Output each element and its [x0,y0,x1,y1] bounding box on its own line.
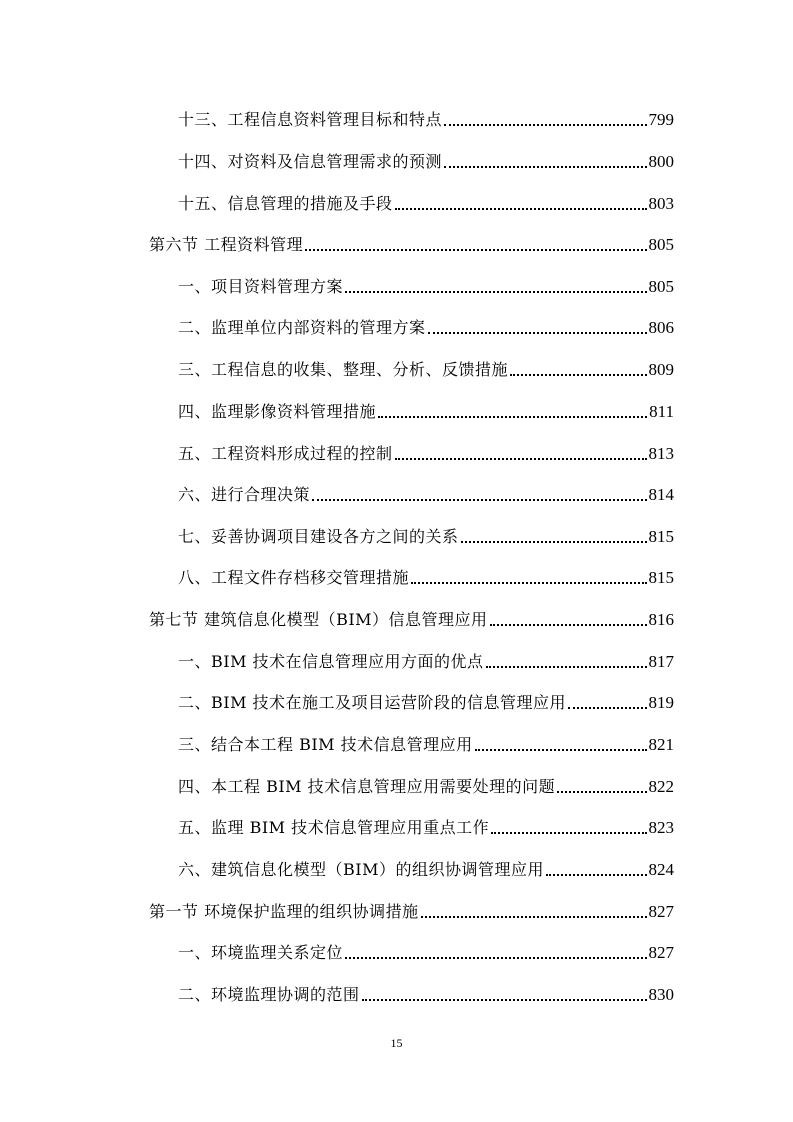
toc-entry[interactable] [178,479,674,505]
toc-entry-page: 799 [648,110,674,129]
dot-leader [568,707,646,709]
toc-entry[interactable] [178,396,674,422]
toc-entry[interactable] [178,979,674,1005]
dot-leader [510,374,646,376]
toc-section-entry[interactable] [149,604,674,630]
toc-entry-page: 815 [648,527,674,546]
toc-entry-title: 八、工程文件存档移交管理措施 [178,568,410,587]
toc-entry-page: 819 [648,693,674,712]
toc-entry-title: 四、监理影像资料管理措施 [178,402,377,421]
toc-entry-title: 二、监理单位内部资料的管理方案 [178,318,426,337]
toc-entry-page: 827 [648,902,674,921]
dot-leader [421,916,647,918]
toc-entry-title: 六、建筑信息化模型（BIM）的组织协调管理应用 [178,860,544,879]
dot-leader [491,832,646,834]
dot-leader [475,749,647,751]
dot-leader [486,666,647,668]
toc-entry-title: 十三、工程信息资料管理目标和特点 [178,110,443,129]
toc-entry-page: 806 [648,318,674,337]
toc-entry[interactable] [178,729,674,755]
toc-entry-page: 811 [649,402,674,421]
toc-entry[interactable] [178,188,674,214]
dot-leader [557,791,646,793]
toc-entry-title: 一、环境监理关系定位 [178,943,344,962]
toc-entry-title: 三、工程信息的收集、整理、分析、反馈措施 [178,360,509,379]
toc-section-entry[interactable] [149,229,674,255]
dot-leader [546,874,647,876]
toc-entry-title: 七、妥善协调项目建设各方之间的关系 [178,527,459,546]
dot-leader [411,582,646,584]
toc-entry-title: 五、工程资料形成过程的控制 [178,444,393,463]
toc-entry-title: 第七节 建筑信息化模型（BIM）信息管理应用 [149,610,488,629]
dot-leader [312,499,646,501]
toc-entry[interactable] [178,312,674,338]
toc-entry[interactable] [178,812,674,838]
toc-entry-page: 815 [648,568,674,587]
toc-entry-title: 二、BIM 技术在施工及项目运营阶段的信息管理应用 [178,693,567,712]
toc-entry-title: 十五、信息管理的措施及手段 [178,194,393,213]
toc-entry-title: 一、BIM 技术在信息管理应用方面的优点 [178,652,484,671]
toc-entry-title: 四、本工程 BIM 技术信息管理应用需要处理的问题 [178,777,556,796]
toc-entry-page: 830 [648,985,674,1004]
toc-entry[interactable] [178,438,674,464]
toc-entry-title: 一、项目资料管理方案 [178,277,344,296]
toc-section-entry[interactable] [149,896,674,922]
toc-entry-page: 817 [648,652,674,671]
dot-leader [345,957,646,959]
dot-leader [395,208,647,210]
dot-leader [395,458,647,460]
toc-entry-page: 827 [648,943,674,962]
dot-leader [305,249,646,251]
toc-entry-page: 822 [648,777,674,796]
toc-entry-page: 805 [648,277,674,296]
dot-leader [490,624,647,626]
toc-entry-page: 823 [648,818,674,837]
toc-entry-title: 六、进行合理决策 [178,485,311,504]
toc-entry-page: 813 [648,444,674,463]
toc-entry[interactable] [178,146,674,172]
toc-entry[interactable] [178,854,674,880]
toc-entry-page: 814 [648,485,674,504]
toc-entry-title: 五、监理 BIM 技术信息管理应用重点工作 [178,818,490,837]
toc-entry[interactable] [178,521,674,547]
toc-entry-title: 三、结合本工程 BIM 技术信息管理应用 [178,735,473,754]
toc-entry-page: 821 [648,735,674,754]
dot-leader [378,416,647,418]
toc-entry[interactable] [178,646,674,672]
toc-entry-page: 803 [648,194,674,213]
toc-entry-title: 第六节 工程资料管理 [149,235,304,254]
toc-entry-page: 824 [648,860,674,879]
toc-entry[interactable] [178,354,674,380]
toc-entry-title: 二、环境监理协调的范围 [178,985,360,1004]
page-number: 15 [390,1036,403,1050]
toc-entry-title: 十四、对资料及信息管理需求的预测 [178,152,443,171]
toc-entry-page: 809 [648,360,674,379]
dot-leader [345,291,646,293]
toc-entry[interactable] [178,771,674,797]
dot-leader [362,999,647,1001]
toc-entry-page: 805 [648,235,674,254]
toc-entry-page: 816 [648,610,674,629]
dot-leader [428,332,647,334]
toc-entry[interactable] [178,937,674,963]
dot-leader [444,166,646,168]
toc-entry[interactable] [178,687,674,713]
toc-entry[interactable] [178,562,674,588]
toc-entry[interactable] [178,104,674,130]
toc-entry-page: 800 [648,152,674,171]
dot-leader [444,124,646,126]
toc-entry-title: 第一节 环境保护监理的组织协调措施 [149,902,419,921]
toc-entry[interactable] [178,271,674,297]
dot-leader [461,541,647,543]
